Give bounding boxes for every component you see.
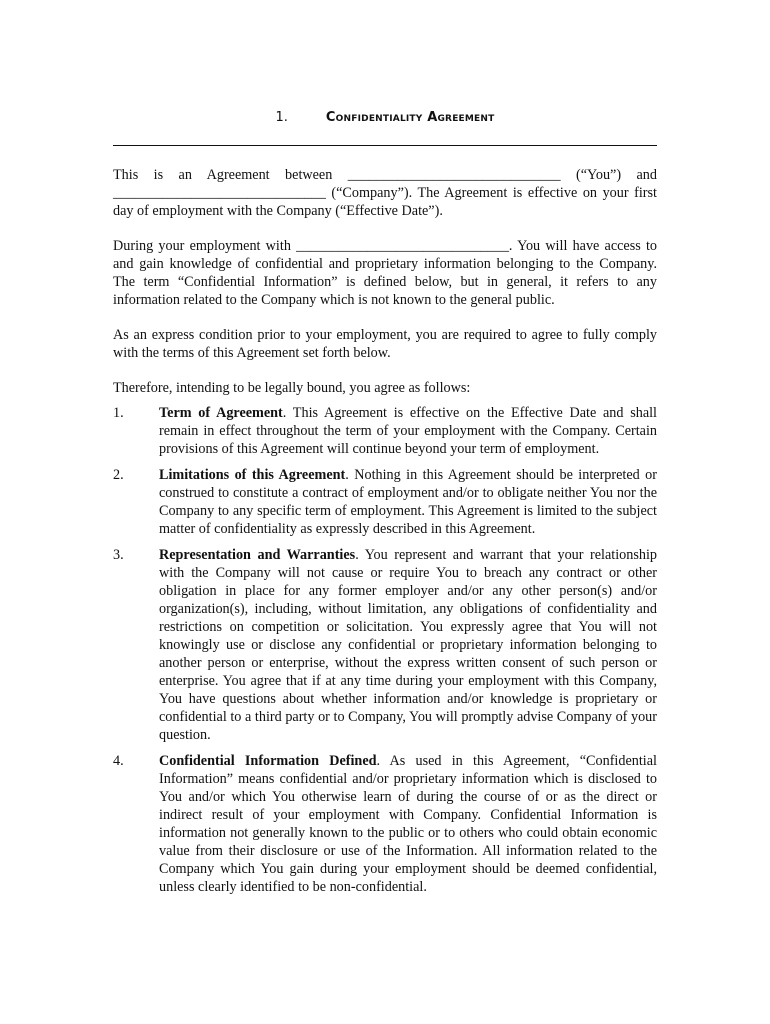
item-body: . Nothing in this Agreement should be interpreted or construed to constitute a contract of employment and/or to obligate neither You nor the Company to any specific term of employment. This Agreement is limited to the subject matter of confidentiality as expressly described in this Agreement.	[159, 467, 657, 537]
employment-paragraph: During your employment with ______________________________. You will have access to and gain knowledge of confidential and proprietary information belonging to the Company. The term “Confidential Information” is defined below, but in general, it refers to any information related to the Company which is not known to the general public.	[113, 238, 657, 308]
document-body	[113, 166, 657, 904]
item-title: Term of Agreement	[159, 405, 283, 421]
condition-paragraph: As an express condition prior to your employment, you are required to agree to fully comply with the terms of this Agreement set forth below.	[113, 327, 657, 361]
heading-rule	[113, 145, 657, 146]
item-text	[159, 752, 657, 896]
section-heading	[113, 108, 657, 128]
item-title: Confidential Information Defined	[159, 753, 377, 769]
list-item	[113, 546, 657, 744]
list-item	[113, 466, 657, 538]
item-text	[159, 404, 657, 458]
list-item	[113, 404, 657, 458]
list-item	[113, 752, 657, 896]
intro-paragraph: This is an Agreement between ______________________________ (“You”) and ______________________________ (“Company”). The Agreement is effective on your first day of employment with the Company (“Effective Date”).	[113, 167, 657, 219]
section-title: Confidentiality Agreement	[325, 110, 495, 125]
item-title: Representation and Warranties	[159, 547, 356, 563]
item-number: 3.	[113, 547, 124, 563]
item-body: . You represent and warrant that your relationship with the Company will not cause or require You to breach any contract or other obligation in place for any former employer and/or any other person(s) and/or organization(s), including, without limitation, any obligations of confidentiality and restrictions on competition or solicitation. You expressly agree that You will not knowingly use or disclose any confidential or proprietary information belonging to another person or enterprise, without the express written consent of such person or enterprise. You agree that if at any time during your employment with this Company, You have questions about whether information and/or knowledge is proprietary or confidential to a third party or to Company, You will promptly advise Company of your question.	[159, 547, 657, 743]
item-body: . As used in this Agreement, “Confidential Information” means confidential and/or proprietary information which is disclosed to You and/or which You otherwise learn of during the course of or as the direct or indirect result of your employment with Company. Confidential Information is information not generally known to the public or to others who could obtain economic value from their disclosure or use of the Information. All information related to the Company which You gain during your employment should be deemed confidential, unless clearly identified to be non-confidential.	[159, 753, 657, 895]
item-text	[159, 466, 657, 538]
item-number: 1.	[113, 405, 124, 421]
agreement-lead-paragraph: Therefore, intending to be legally bound, you agree as follows:	[113, 380, 471, 396]
item-title: Limitations of this Agreement	[159, 467, 346, 483]
item-number: 2.	[113, 467, 124, 483]
item-body: . This Agreement is effective on the Effective Date and shall remain in effect throughout the term of your employment with the Company. Certain provisions of this Agreement will continue beyond your term of employment.	[159, 405, 657, 457]
section-number: 1.	[275, 110, 288, 125]
item-text	[159, 546, 657, 744]
item-number: 4.	[113, 753, 124, 769]
